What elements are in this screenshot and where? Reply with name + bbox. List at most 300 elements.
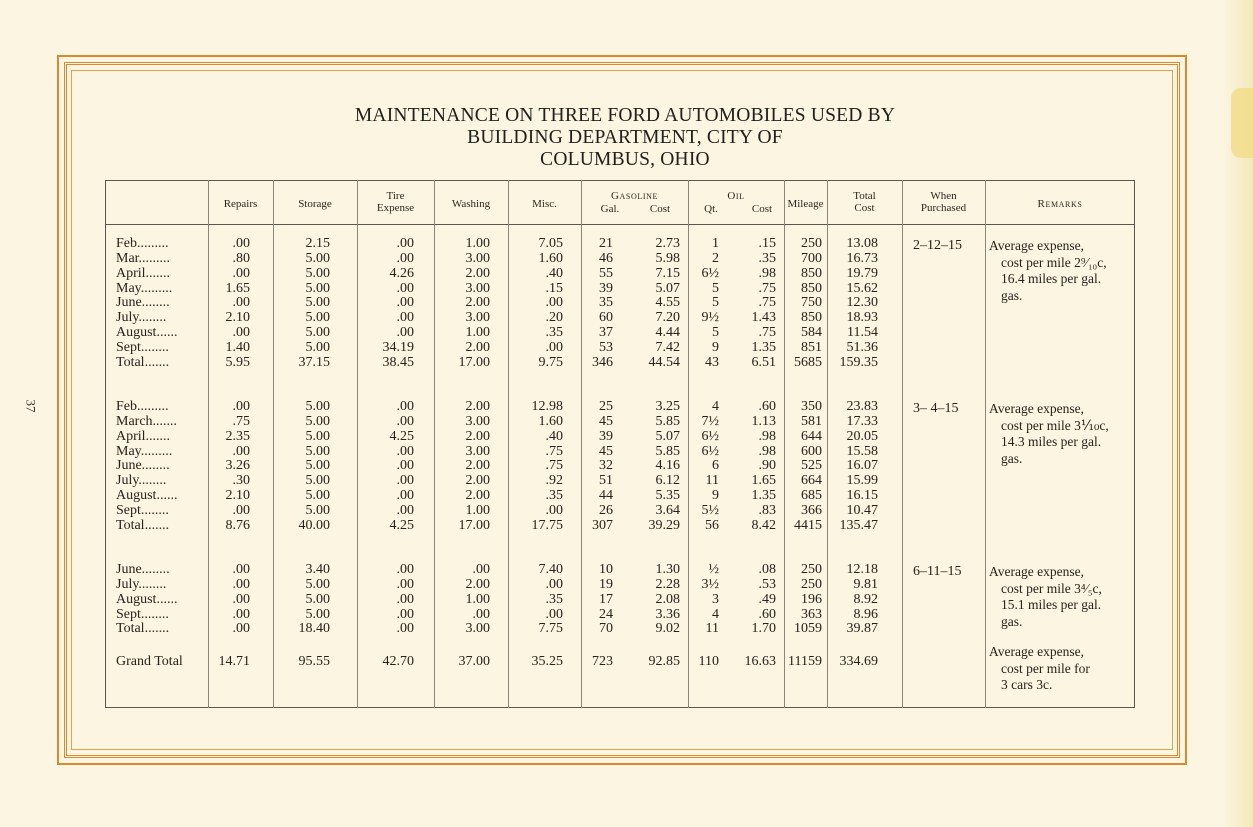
- cell-washing: 1.00: [465, 591, 490, 607]
- cell-mileage: 250: [801, 576, 822, 592]
- cell-misc: 7.05: [538, 236, 563, 251]
- purchase-date: 2–12–15: [913, 238, 962, 253]
- cell-gas-gallons: 35: [599, 295, 613, 311]
- remarks-line: cost per mile 3⅒c,: [1001, 417, 1109, 433]
- cell-repairs: 5.95: [225, 354, 250, 370]
- cell-gas-gallons: 17: [599, 591, 613, 607]
- cell-tire-expense: .00: [396, 591, 414, 607]
- cell-tire-expense: .00: [396, 562, 414, 577]
- title-line-1: MAINTENANCE ON THREE FORD AUTOMOBILES USED BY: [354, 105, 896, 126]
- cell-mileage: 250: [801, 236, 822, 251]
- remarks-line: 16.4 miles per gal.: [1001, 271, 1102, 286]
- remarks-line: cost per mile for: [1001, 660, 1090, 676]
- cell-gas-gallons: 70: [599, 621, 613, 637]
- cell-total-cost: 16.73: [846, 250, 878, 266]
- header-storage: Storage: [298, 198, 332, 210]
- cell-oil-cost: 8.42: [751, 517, 776, 533]
- cell-oil-cost: .49: [758, 591, 776, 607]
- header-tire: [357, 190, 434, 214]
- cell-repairs: .00: [232, 621, 250, 637]
- cell-gas-gallons: 25: [599, 399, 613, 414]
- cell-gas-gallons: 24: [599, 606, 613, 622]
- cell-repairs: .00: [232, 502, 250, 518]
- cell-storage: 5.00: [305, 591, 330, 607]
- cell-repairs: .00: [232, 606, 250, 622]
- cell-storage: 5.00: [305, 265, 330, 281]
- cell-gas-cost: 5.07: [655, 280, 680, 296]
- cell-oil-cost: .60: [758, 399, 776, 414]
- header-gasoline: Gasoline: [611, 190, 658, 202]
- cell-mileage: 851: [801, 339, 822, 355]
- row-label: Total.......: [116, 621, 170, 637]
- grand-total-total-cost: 334.69: [839, 654, 878, 669]
- cell-oil-cost: .60: [758, 606, 776, 622]
- cell-oil-quarts: 11: [705, 473, 719, 489]
- cell-gas-cost: 5.85: [655, 413, 680, 429]
- cell-oil-cost: .08: [758, 562, 776, 577]
- cell-gas-cost: 44.54: [648, 354, 680, 370]
- cell-repairs: 1.65: [225, 280, 250, 296]
- cell-repairs: .30: [232, 473, 250, 489]
- cell-gas-cost: 3.25: [655, 399, 680, 414]
- header-gas-cost: Cost: [649, 203, 671, 215]
- page-title: [215, 105, 1035, 171]
- cell-oil-cost: .35: [758, 250, 776, 266]
- remarks-line: 15.1 miles per gal.: [1001, 597, 1102, 612]
- cell-gas-cost: 7.20: [655, 310, 680, 326]
- cell-misc: 1.60: [538, 413, 563, 429]
- cell-repairs: .00: [232, 236, 250, 251]
- cell-misc: 9.75: [538, 354, 563, 370]
- cell-oil-cost: 6.51: [751, 354, 776, 370]
- cell-oil-quarts: 9: [712, 339, 719, 355]
- cell-gas-cost: 1.30: [655, 562, 680, 577]
- cell-mileage: 350: [801, 399, 822, 414]
- cell-gas-cost: 9.02: [655, 621, 680, 637]
- header-when-purchased: [902, 190, 985, 214]
- row-label: Feb.........: [116, 399, 169, 414]
- cell-gas-gallons: 55: [599, 265, 613, 281]
- cell-mileage: 700: [801, 250, 822, 266]
- cell-total-cost: 8.96: [853, 606, 878, 622]
- cell-oil-quarts: 11: [705, 621, 719, 637]
- cell-misc: .92: [545, 473, 563, 489]
- cell-gas-cost: 7.15: [655, 265, 680, 281]
- cell-oil-cost: .98: [758, 428, 776, 444]
- cell-tire-expense: .00: [396, 280, 414, 296]
- cell-mileage: 850: [801, 280, 822, 296]
- cell-total-cost: 13.08: [846, 236, 878, 251]
- cell-gas-cost: 5.35: [655, 488, 680, 504]
- cell-oil-cost: .83: [758, 502, 776, 518]
- cell-storage: 5.00: [305, 413, 330, 429]
- purchase-date: 6–11–15: [913, 564, 962, 579]
- cell-misc: .75: [545, 443, 563, 459]
- cell-mileage: 5685: [794, 354, 822, 370]
- cell-gas-gallons: 45: [599, 413, 613, 429]
- row-label: June........: [116, 562, 170, 577]
- cell-repairs: .00: [232, 399, 250, 414]
- cell-oil-cost: .75: [758, 295, 776, 311]
- cell-oil-quarts: 1: [712, 236, 719, 251]
- cell-misc: .35: [545, 325, 563, 341]
- cell-oil-quarts: 6½: [701, 443, 719, 459]
- cell-total-cost: 12.18: [846, 562, 878, 577]
- cell-gas-gallons: 45: [599, 443, 613, 459]
- cell-gas-gallons: 21: [599, 236, 613, 251]
- cell-storage: 5.00: [305, 250, 330, 266]
- cell-storage: 18.40: [298, 621, 330, 637]
- cell-gas-cost: 39.29: [648, 517, 680, 533]
- cell-gas-cost: 6.12: [655, 473, 680, 489]
- cell-oil-quarts: 5½: [701, 502, 719, 518]
- cell-gas-gallons: 32: [599, 458, 613, 474]
- cell-oil-cost: .15: [758, 236, 776, 251]
- cell-oil-cost: .98: [758, 265, 776, 281]
- row-label: May.........: [116, 280, 173, 296]
- cell-washing: 3.00: [465, 413, 490, 429]
- cell-tire-expense: .00: [396, 443, 414, 459]
- cell-oil-quarts: 7½: [701, 413, 719, 429]
- header-oil: Oil: [727, 190, 745, 202]
- cell-tire-expense: .00: [396, 458, 414, 474]
- cell-total-cost: 17.33: [846, 413, 878, 429]
- cell-total-cost: 18.93: [846, 310, 878, 326]
- cell-oil-quarts: 4: [712, 399, 719, 414]
- cell-washing: 1.00: [465, 236, 490, 251]
- remarks-line: Average expense,: [989, 644, 1084, 659]
- grand-total-storage: 95.55: [298, 654, 330, 669]
- cell-storage: 37.15: [298, 354, 330, 370]
- cell-gas-gallons: 51: [599, 473, 613, 489]
- cell-misc: 1.60: [538, 250, 563, 266]
- cell-total-cost: 51.36: [846, 339, 878, 355]
- cell-mileage: 664: [801, 473, 822, 489]
- cell-gas-cost: 7.42: [655, 339, 680, 355]
- cell-repairs: 8.76: [225, 517, 250, 533]
- cell-oil-quarts: 4: [712, 606, 719, 622]
- remarks-line: gas.: [1001, 287, 1023, 303]
- cell-misc: .00: [545, 576, 563, 592]
- cell-tire-expense: .00: [396, 488, 414, 504]
- header-when-line1: When: [930, 190, 957, 202]
- cell-gas-gallons: 26: [599, 502, 613, 518]
- cell-tire-expense: 34.19: [382, 339, 414, 355]
- row-label: Sept........: [116, 339, 169, 355]
- remarks-line: cost per mile 3⁴⁄₅c,: [1001, 580, 1102, 596]
- header-qt: Qt.: [704, 203, 718, 215]
- title-line-2: BUILDING DEPARTMENT, CITY OF: [467, 127, 783, 148]
- cell-repairs: .00: [232, 562, 250, 577]
- cell-washing: .00: [472, 562, 490, 577]
- cell-oil-quarts: 5: [712, 295, 719, 311]
- cell-misc: 7.75: [538, 621, 563, 637]
- cell-repairs: .00: [232, 325, 250, 341]
- header-tire-line2: Expense: [376, 202, 415, 214]
- cell-tire-expense: .00: [396, 502, 414, 518]
- cell-misc: .40: [545, 265, 563, 281]
- cell-oil-cost: 1.35: [751, 339, 776, 355]
- cell-gas-gallons: 44: [599, 488, 613, 504]
- cell-tire-expense: .00: [396, 310, 414, 326]
- cell-washing: 3.00: [465, 250, 490, 266]
- cell-washing: 2.00: [465, 399, 490, 414]
- cell-gas-gallons: 37: [599, 325, 613, 341]
- remarks-line: Average expense,: [989, 564, 1084, 579]
- cell-storage: 5.00: [305, 428, 330, 444]
- row-label: July........: [116, 576, 167, 592]
- header-when-line2: Purchased: [920, 202, 967, 214]
- cell-mileage: 366: [801, 502, 822, 518]
- cell-tire-expense: .00: [396, 413, 414, 429]
- cell-washing: 3.00: [465, 443, 490, 459]
- cell-oil-cost: .53: [758, 576, 776, 592]
- cell-tire-expense: .00: [396, 621, 414, 637]
- cell-storage: 5.00: [305, 325, 330, 341]
- cell-total-cost: 8.92: [853, 591, 878, 607]
- cell-storage: 3.40: [305, 562, 330, 577]
- cell-washing: 2.00: [465, 576, 490, 592]
- grand-total-repairs: 14.71: [218, 654, 250, 669]
- header-total-line2: Cost: [854, 202, 875, 214]
- cell-tire-expense: 38.45: [382, 354, 414, 370]
- grand-total-gas-cost: 92.85: [648, 654, 680, 669]
- row-label: May.........: [116, 443, 173, 459]
- cell-repairs: 3.26: [225, 458, 250, 474]
- cell-repairs: .75: [232, 413, 250, 429]
- cell-mileage: 584: [801, 325, 822, 341]
- cell-misc: .35: [545, 591, 563, 607]
- cell-tire-expense: .00: [396, 325, 414, 341]
- cell-total-cost: 9.81: [853, 576, 878, 592]
- header-gal: Gal.: [600, 203, 620, 215]
- cell-mileage: 850: [801, 265, 822, 281]
- cell-gas-cost: 5.85: [655, 443, 680, 459]
- cell-total-cost: 15.99: [846, 473, 878, 489]
- cell-washing: 2.00: [465, 295, 490, 311]
- cell-oil-quarts: 6: [712, 458, 719, 474]
- cell-gas-cost: 3.36: [655, 606, 680, 622]
- cell-total-cost: 16.15: [846, 488, 878, 504]
- cell-misc: 12.98: [531, 399, 563, 414]
- row-label: August......: [116, 591, 178, 607]
- cell-gas-gallons: 307: [592, 517, 613, 533]
- cell-gas-gallons: 46: [599, 250, 613, 266]
- grand-total-oil-cost: 16.63: [744, 654, 776, 669]
- grand-total-tire-expense: 42.70: [382, 654, 414, 669]
- cell-washing: 2.00: [465, 265, 490, 281]
- cell-storage: 5.00: [305, 443, 330, 459]
- cell-repairs: 2.10: [225, 310, 250, 326]
- cell-storage: 5.00: [305, 310, 330, 326]
- cell-oil-cost: 1.43: [751, 310, 776, 326]
- cell-storage: 5.00: [305, 502, 330, 518]
- cell-mileage: 525: [801, 458, 822, 474]
- cell-total-cost: 16.07: [846, 458, 878, 474]
- cell-gas-gallons: 346: [592, 354, 613, 370]
- cell-total-cost: 15.58: [846, 443, 878, 459]
- cell-misc: .00: [545, 502, 563, 518]
- cell-misc: .35: [545, 488, 563, 504]
- cell-washing: 3.00: [465, 621, 490, 637]
- cell-repairs: 2.35: [225, 428, 250, 444]
- cell-oil-quarts: 3½: [701, 576, 719, 592]
- header-washing: Washing: [451, 198, 491, 210]
- cell-mileage: 363: [801, 606, 822, 622]
- remarks-line: gas.: [1001, 450, 1023, 466]
- cell-washing: 2.00: [465, 473, 490, 489]
- cell-oil-quarts: 9: [712, 488, 719, 504]
- cell-misc: .00: [545, 295, 563, 311]
- cell-misc: 17.75: [531, 517, 563, 533]
- cell-oil-cost: .90: [758, 458, 776, 474]
- cell-oil-quarts: 6½: [701, 265, 719, 281]
- cell-repairs: .80: [232, 250, 250, 266]
- cell-storage: 5.00: [305, 488, 330, 504]
- cell-washing: 3.00: [465, 310, 490, 326]
- grand-total-misc: 35.25: [531, 654, 563, 669]
- grand-total-label: Grand Total: [116, 654, 183, 669]
- cell-total-cost: 11.54: [847, 325, 878, 341]
- row-label: June........: [116, 458, 170, 474]
- cell-mileage: 250: [801, 562, 822, 577]
- remarks-line: gas.: [1001, 613, 1023, 629]
- cell-mileage: 581: [801, 413, 822, 429]
- cell-mileage: 644: [801, 428, 822, 444]
- cell-washing: 2.00: [465, 428, 490, 444]
- row-label: March.......: [116, 413, 178, 429]
- remarks-line: cost per mile 2⁹⁄₁₀c,: [1001, 254, 1107, 270]
- cell-misc: .40: [545, 428, 563, 444]
- cell-storage: 5.00: [305, 339, 330, 355]
- cell-repairs: .00: [232, 265, 250, 281]
- cell-misc: .15: [545, 280, 563, 296]
- cell-storage: 5.00: [305, 576, 330, 592]
- cell-storage: 40.00: [298, 517, 330, 533]
- cell-total-cost: 10.47: [846, 502, 878, 518]
- cell-gas-cost: 4.16: [655, 458, 680, 474]
- row-label: April.......: [116, 265, 171, 281]
- cell-gas-cost: 4.55: [655, 295, 680, 311]
- cell-oil-quarts: 56: [705, 517, 719, 533]
- cell-total-cost: 15.62: [846, 280, 878, 296]
- row-label: Feb.........: [116, 236, 169, 251]
- cell-oil-cost: 1.35: [751, 488, 776, 504]
- cell-storage: 5.00: [305, 399, 330, 414]
- cell-gas-cost: 3.64: [655, 502, 680, 518]
- cell-storage: 5.00: [305, 458, 330, 474]
- cell-gas-cost: 2.73: [655, 236, 680, 251]
- cell-oil-cost: .75: [758, 280, 776, 296]
- cell-mileage: 850: [801, 310, 822, 326]
- cell-washing: 2.00: [465, 339, 490, 355]
- cell-total-cost: 39.87: [846, 621, 878, 637]
- remarks-line: 14.3 miles per gal.: [1001, 434, 1102, 449]
- cell-misc: .20: [545, 310, 563, 326]
- cell-oil-quarts: 6½: [701, 428, 719, 444]
- purchase-date: 3– 4–15: [913, 401, 959, 416]
- cell-washing: 17.00: [458, 517, 490, 533]
- header-total-cost: [827, 190, 902, 214]
- cell-misc: .00: [545, 339, 563, 355]
- cell-oil-cost: .75: [758, 325, 776, 341]
- cell-storage: 5.00: [305, 280, 330, 296]
- cell-storage: 2.15: [305, 236, 330, 251]
- cell-washing: 1.00: [465, 502, 490, 518]
- cell-total-cost: 19.79: [846, 265, 878, 281]
- cell-washing: 3.00: [465, 280, 490, 296]
- cell-misc: 7.40: [538, 562, 563, 577]
- header-repairs: Repairs: [223, 198, 258, 210]
- cell-gas-gallons: 53: [599, 339, 613, 355]
- cell-gas-cost: 2.08: [655, 591, 680, 607]
- cell-oil-cost: 1.70: [751, 621, 776, 637]
- header-tire-line1: Tire: [386, 190, 405, 202]
- cell-storage: 5.00: [305, 606, 330, 622]
- cell-tire-expense: 4.25: [389, 428, 414, 444]
- cell-tire-expense: .00: [396, 236, 414, 251]
- cell-oil-quarts: 5: [712, 325, 719, 341]
- cell-mileage: 196: [801, 591, 822, 607]
- column-rule: [985, 180, 986, 708]
- cell-total-cost: 20.05: [846, 428, 878, 444]
- cell-misc: .00: [545, 606, 563, 622]
- cell-oil-cost: 1.13: [751, 413, 776, 429]
- row-label: Total.......: [116, 517, 170, 533]
- cell-gas-gallons: 10: [599, 562, 613, 577]
- remarks-line: Average expense,: [989, 238, 1084, 253]
- title-line-3: COLUMBUS, OHIO: [540, 149, 710, 170]
- header-oil-cost: Cost: [751, 203, 773, 215]
- cell-mileage: 685: [801, 488, 822, 504]
- cell-tire-expense: .00: [396, 250, 414, 266]
- row-label: August......: [116, 488, 178, 504]
- header-separator: [105, 224, 1135, 225]
- cell-washing: 2.00: [465, 458, 490, 474]
- cell-oil-quarts: 5: [712, 280, 719, 296]
- header-misc: Misc.: [532, 198, 557, 210]
- cell-washing: .00: [472, 606, 490, 622]
- cell-mileage: 600: [801, 443, 822, 459]
- row-label: Mar.........: [116, 250, 171, 266]
- cell-gas-gallons: 60: [599, 310, 613, 326]
- remarks-line: Average expense,: [989, 401, 1084, 416]
- cell-oil-quarts: 43: [705, 354, 719, 370]
- cell-tire-expense: 4.25: [389, 517, 414, 533]
- cell-storage: 5.00: [305, 295, 330, 311]
- cell-total-cost: 159.35: [839, 354, 878, 370]
- row-label: Sept........: [116, 502, 169, 518]
- cell-gas-gallons: 19: [599, 576, 613, 592]
- cell-gas-gallons: 39: [599, 428, 613, 444]
- cell-storage: 5.00: [305, 473, 330, 489]
- cell-washing: 2.00: [465, 488, 490, 504]
- cell-mileage: 1059: [794, 621, 822, 637]
- row-label: July........: [116, 473, 167, 489]
- row-label: April.......: [116, 428, 171, 444]
- cell-oil-cost: 1.65: [751, 473, 776, 489]
- cell-oil-quarts: ½: [708, 562, 719, 577]
- cell-oil-quarts: 9½: [701, 310, 719, 326]
- cell-tire-expense: .00: [396, 606, 414, 622]
- cell-oil-quarts: 3: [712, 591, 719, 607]
- row-label: August......: [116, 325, 178, 341]
- remarks-line: 3 cars 3c.: [1001, 677, 1053, 692]
- cell-mileage: 4415: [794, 517, 822, 533]
- cell-total-cost: 12.30: [846, 295, 878, 311]
- cell-repairs: .00: [232, 576, 250, 592]
- cell-repairs: .00: [232, 295, 250, 311]
